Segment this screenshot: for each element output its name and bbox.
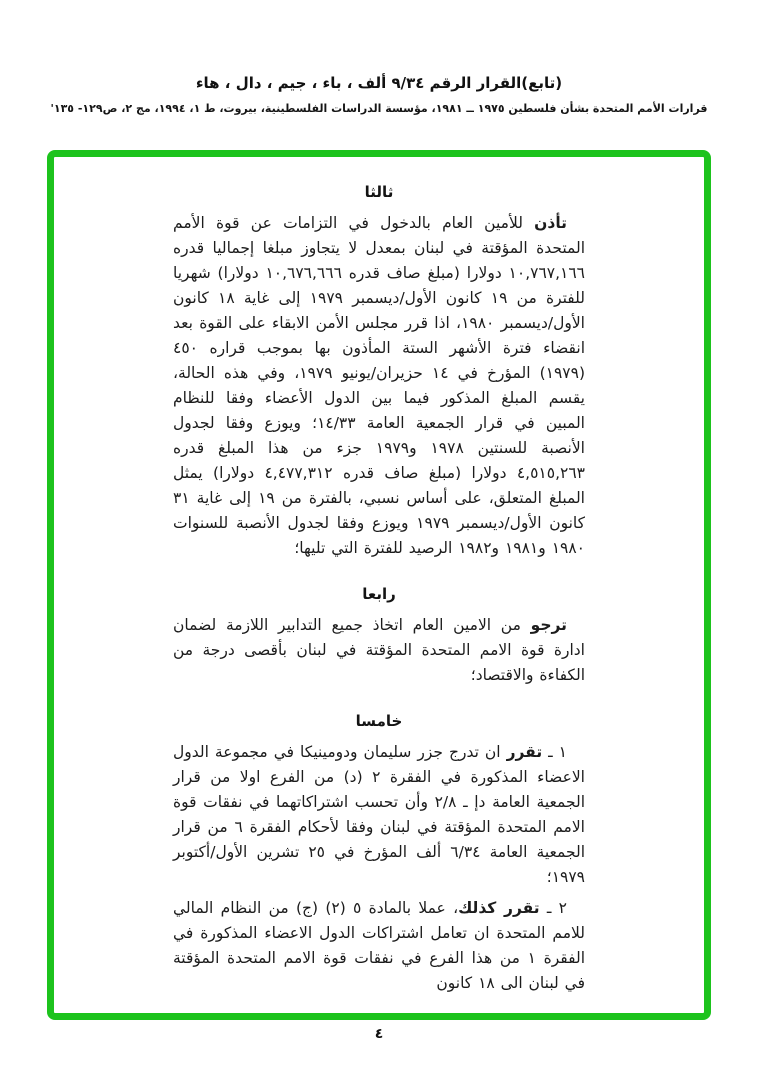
paragraph-text: من الامين العام اتخاذ جميع التدابير اللازمة لضمان ادارة قوة الامم المتحدة المؤقتة في لبنان بأقصى درجة من الكفاءة والاقتصاد؛ — [173, 616, 585, 684]
section-heading: ثالثا — [364, 183, 394, 201]
section-heading: رابعا — [362, 585, 396, 603]
section-third — [173, 183, 585, 561]
paragraph-lead: ترجو — [530, 616, 567, 634]
paragraph-text: ان تدرج جزر سليمان ودومينيكا في مجموعة الدول الاعضاء المذكورة في الفقرة ٢ (د) من الفرع اولا من قرار الجمعية العامة دإ ـ ٢/٨ وأن تحسب اشتراكاتهما في نفقات قوة الامم المتحدة المؤقتة في لبنان وفقا لأحكام الفقرة ٦ من قرار الجمعية العامة ٦/٣٤ ألف المؤرخ في ٢٥ تشرين الأول/أكتوبر ١٩٧٩؛ — [173, 743, 585, 886]
paragraph — [173, 740, 585, 890]
paragraph-text: للأمين العام بالدخول في التزامات عن قوة الأمم المتحدة المؤقتة في لبنان بمعدل لا يتجاوز مبلغا إجماليا قدره ١٠,٧٦٧,١٦٦ دولارا (مبلغ صاف قدره ١٠,٦٧٦,٦٦٦ دولارا) شهريا للفترة من ١٩ كانون الأول/ديسمبر ١٩٧٩ إلى غاية ١٨ كانون الأول/ديسمبر ١٩٨٠، اذا قرر مجلس الأمن الابقاء على القوة بعد انقضاء فترة الأشهر الستة المأذون بها بموجب قراره ٤٥٠ (١٩٧٩) المؤرخ في ١٤ حزيران/يونيو ١٩٧٩، وفي هذه الحالة، يقسم المبلغ المذكور فيما بين الدول الأعضاء وفقا للنظام المبين في قرار الجمعية العامة ١٤/٣٣؛ ويوزع وفقا لجدول الأنصبة للسنتين ١٩٧٨ و١٩٧٩ جزء من هذا المبلغ قدره ٤,٥١٥,٢٦٣ دولارا (مبلغ صاف قدره ٤,٤٧٧,٣١٢ دولارا) يمثل المبلغ المتعلق، على أساس نسبي، بالفترة من ١٩ إلى غاية ٣١ كانون الأول/ديسمبر ١٩٧٩ ويوزع وفقا لجدول الأنصبة للسنوات ١٩٨٠ و١٩٨١ و١٩٨٢ الرصيد للفترة التي تليها؛ — [173, 214, 586, 557]
paragraph — [173, 211, 585, 561]
section-fourth — [173, 585, 585, 688]
source-citation: قرارات الأمم المتحدة بشأن فلسطين ١٩٧٥ ــ ١٩٨١، مؤسسة الدراسات الفلسطينية، بيروت، ط ١، ١٩٩٤، مج ٢، ص١٢٩- ١٣٥' — [50, 102, 708, 115]
paragraph-lead: تقرر — [506, 743, 543, 761]
paragraph-lead: تأذن — [534, 214, 567, 232]
section-fifth — [173, 712, 585, 996]
page-number: ٤ — [374, 1026, 384, 1042]
paragraph-text: ، عملا بالمادة ٥ (٢) (ج) من النظام المالي للامم المتحدة ان تعامل اشتراكات الدول الاعضاء المذكورة في الفقرة ١ من هذا الفرع في نفقات قوة الامم المتحدة المؤقتة في لبنان الى ١٨ كانون — [173, 899, 585, 992]
paragraph-number: ١ ـ — [542, 743, 567, 761]
document-frame — [47, 150, 711, 1020]
paragraph — [173, 613, 585, 688]
document-body — [173, 183, 585, 996]
paragraph-lead: تقرر كذلك — [458, 899, 540, 917]
paragraph — [173, 896, 585, 996]
paragraph-number: ٢ ـ — [539, 899, 567, 917]
section-heading: خامسا — [355, 712, 403, 730]
page-title: (تابع)القرار الرقم ٩/٣٤ ألف ، باء ، جيم ، دال ، هاء — [195, 74, 563, 92]
